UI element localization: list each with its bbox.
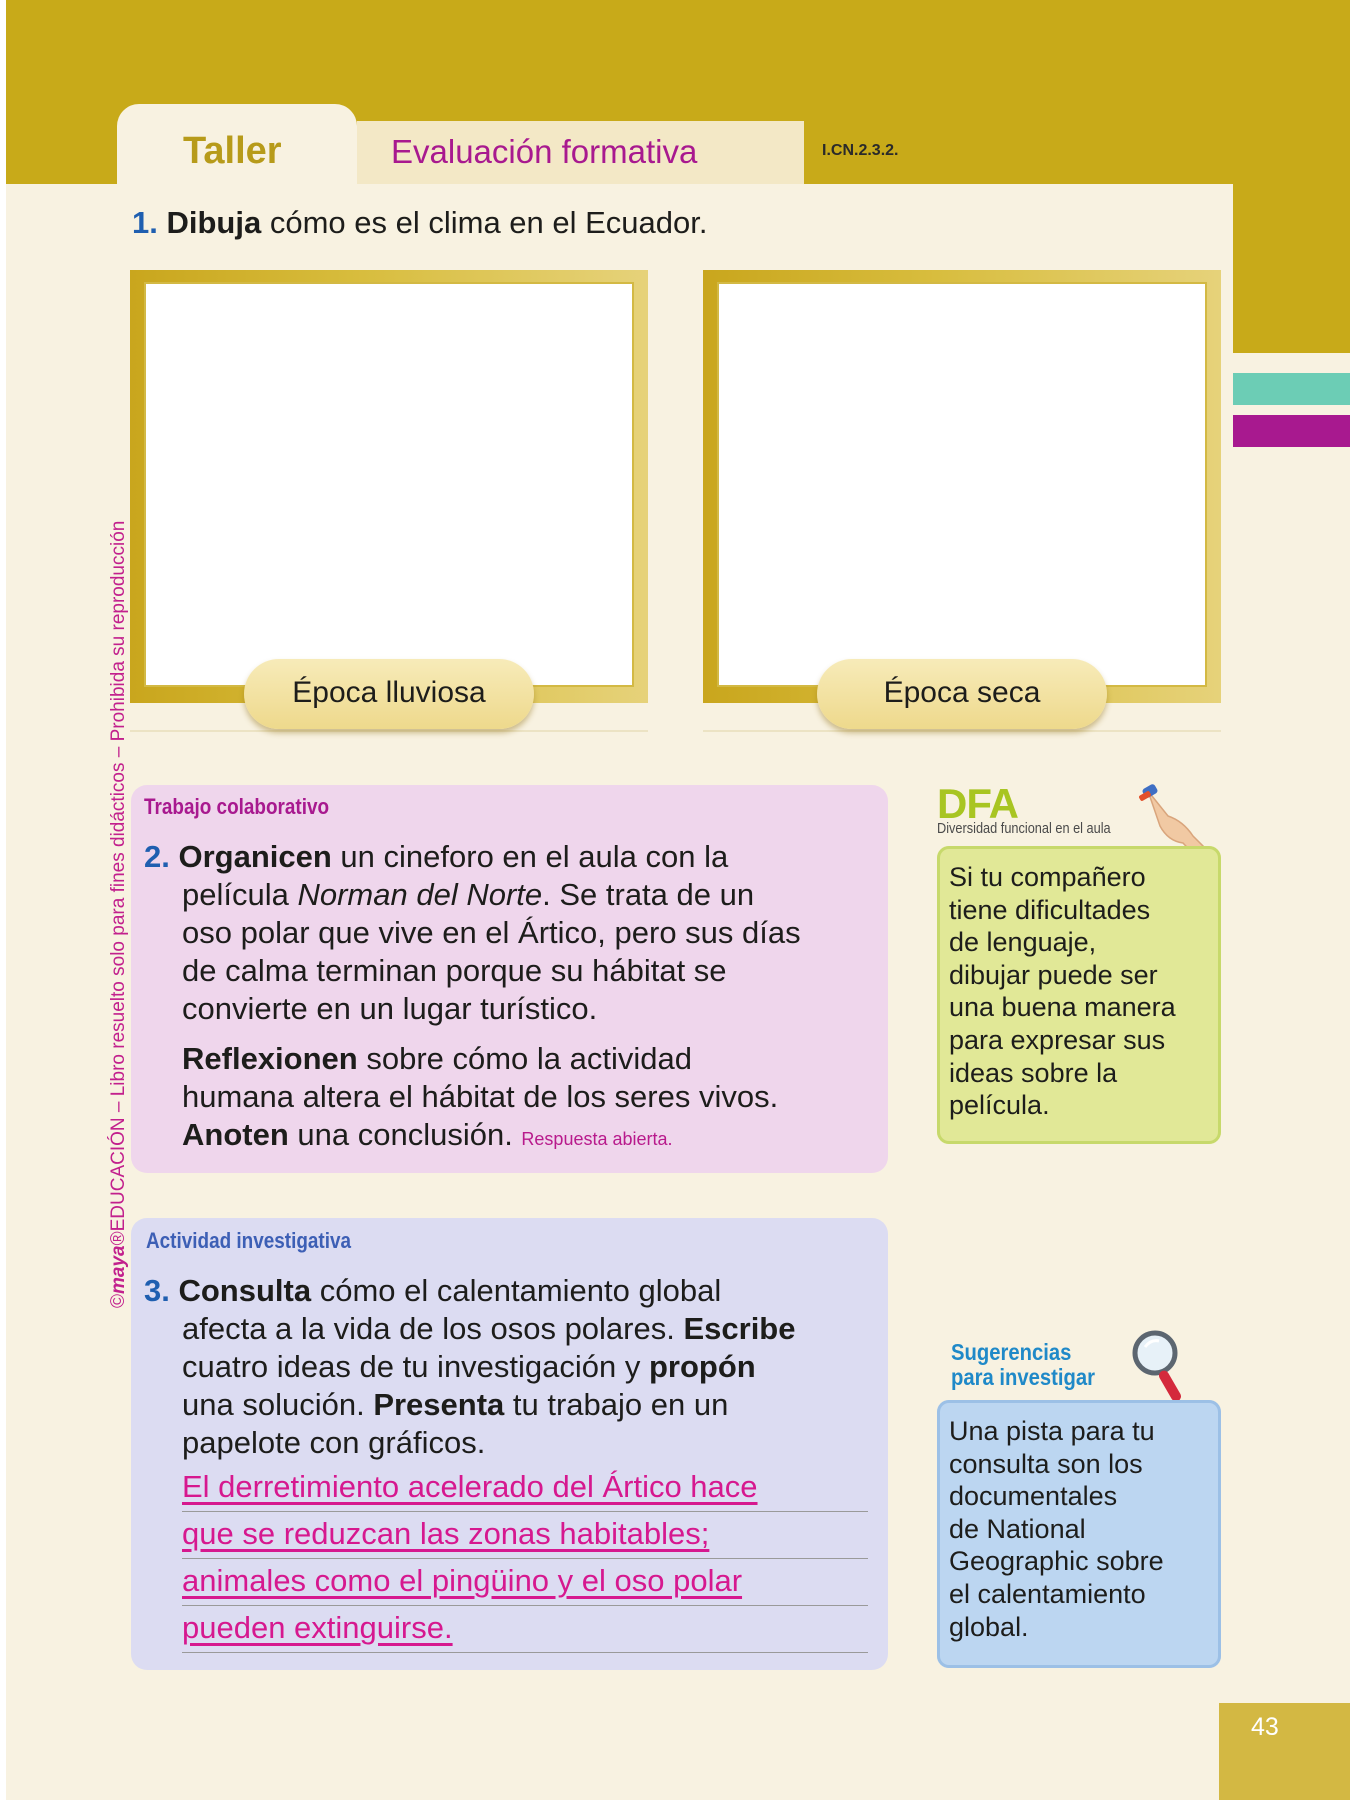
tip-line: Geographic sobre bbox=[949, 1546, 1164, 1577]
tab-evaluacion-formativa bbox=[357, 121, 804, 184]
question-number: 1. bbox=[132, 205, 158, 240]
suggestions-title bbox=[951, 1340, 1095, 1390]
verb: Organicen bbox=[178, 839, 332, 874]
tip-line: consulta son los bbox=[949, 1448, 1143, 1479]
dfa-subtitle: Diversidad funcional en el aula bbox=[937, 820, 1111, 837]
tab-eval-label: Evaluación formativa bbox=[391, 133, 698, 170]
suggestions-title-line: para investigar bbox=[951, 1364, 1096, 1390]
verb: Escribe bbox=[683, 1311, 796, 1346]
brand-logo: maya bbox=[108, 1245, 129, 1294]
page-number-box bbox=[1219, 1703, 1350, 1800]
tab-taller bbox=[117, 104, 357, 184]
tab-taller-label: Taller bbox=[183, 130, 282, 172]
question-2-reflection bbox=[182, 1040, 778, 1158]
answer-line-2[interactable]: que se reduzcan las zonas habitables; bbox=[182, 1512, 868, 1559]
teal-marker-bar bbox=[1233, 373, 1350, 405]
drawing-frame-rainy bbox=[130, 270, 648, 703]
text-line: cómo el calentamiento global bbox=[311, 1273, 722, 1308]
question-text: cómo es el clima en el Ecuador. bbox=[261, 205, 708, 240]
frame-shadow bbox=[130, 730, 648, 732]
tip-line: el calentamiento bbox=[949, 1578, 1146, 1609]
tip-line: para expresar sus bbox=[949, 1024, 1166, 1055]
text-line: oso polar que vive en el Ártico, pero sus días bbox=[182, 915, 801, 950]
tip-line: Si tu compañero bbox=[949, 862, 1146, 892]
question-number: 2. bbox=[144, 839, 170, 874]
text-line: película bbox=[182, 877, 298, 912]
text-line: tu trabajo en un bbox=[504, 1387, 729, 1422]
tip-line: documentales bbox=[949, 1481, 1118, 1512]
drawing-area-dry[interactable] bbox=[717, 282, 1207, 687]
drawing-frame-dry bbox=[703, 270, 1221, 703]
frame-shadow bbox=[703, 730, 1221, 732]
question-verb: Dibuja bbox=[166, 205, 262, 240]
verb: Presenta bbox=[373, 1387, 505, 1422]
text-line: un cineforo en el aula con la bbox=[331, 839, 729, 874]
verb: Anoten bbox=[182, 1117, 289, 1152]
text-line: humana altera el hábitat de los seres vivos. bbox=[182, 1079, 779, 1114]
tip-line: de lenguaje, bbox=[949, 927, 1097, 958]
tip-line: película. bbox=[949, 1090, 1050, 1121]
text-line: una conclusión. bbox=[288, 1117, 522, 1152]
text-line: una solución. bbox=[182, 1387, 374, 1422]
copyright-symbol: © bbox=[108, 1294, 129, 1308]
magnifying-glass-icon bbox=[1131, 1329, 1193, 1409]
tip-line: de National bbox=[949, 1513, 1086, 1544]
magenta-marker-bar bbox=[1233, 415, 1350, 447]
curriculum-code: I.CN.2.3.2. bbox=[822, 142, 899, 159]
answer-line-1[interactable]: El derretimiento acelerado del Ártico hace bbox=[182, 1465, 868, 1512]
text-line: papelote con gráficos. bbox=[182, 1425, 486, 1460]
page bbox=[6, 0, 1350, 1800]
right-gold-band bbox=[1233, 0, 1350, 353]
tip-line: una buena manera bbox=[949, 992, 1176, 1023]
question-number: 3. bbox=[144, 1273, 170, 1308]
invest-title: Actividad investigativa bbox=[146, 1228, 352, 1253]
tip-line: dibujar puede ser bbox=[949, 959, 1158, 990]
question-3 bbox=[144, 1272, 795, 1462]
tip-line: ideas sobre la bbox=[949, 1057, 1118, 1088]
question-1 bbox=[132, 205, 708, 241]
verb: Consulta bbox=[178, 1273, 312, 1308]
text-line: . Se trata de un bbox=[542, 877, 755, 912]
tip-line: global. bbox=[949, 1611, 1029, 1642]
verb: propón bbox=[649, 1349, 756, 1384]
answer-note: Respuesta abierta. bbox=[521, 1129, 673, 1149]
answer-line-4[interactable]: pueden extinguirse. bbox=[182, 1606, 868, 1653]
suggestions-title-line: Sugerencias bbox=[951, 1339, 1072, 1365]
text-line: afecta a la vida de los osos polares. bbox=[182, 1311, 684, 1346]
text-line: sobre cómo la actividad bbox=[357, 1041, 692, 1076]
verb: Reflexionen bbox=[182, 1041, 358, 1076]
collab-title: Trabajo colaborativo bbox=[144, 794, 330, 819]
answer-line-3[interactable]: animales como el pingüino y el oso polar bbox=[182, 1559, 868, 1606]
text-line: cuatro ideas de tu investigación y bbox=[182, 1349, 649, 1384]
question-2 bbox=[144, 838, 801, 1028]
copyright-notice bbox=[108, 488, 130, 1308]
tip-line: Una pista para tu bbox=[949, 1416, 1155, 1446]
tip-line: tiene dificultades bbox=[949, 894, 1151, 925]
label-epoca-lluviosa: Época lluviosa bbox=[244, 659, 534, 729]
text-line: convierte en un lugar turístico. bbox=[182, 991, 598, 1026]
page-number: 43 bbox=[1251, 1713, 1279, 1741]
suggestions-box bbox=[937, 1400, 1221, 1668]
movie-title: Norman del Norte bbox=[297, 877, 543, 912]
drawing-area-rainy[interactable] bbox=[144, 282, 634, 687]
dfa-logo: DFA bbox=[937, 780, 1018, 827]
text-line: de calma terminan porque su hábitat se bbox=[182, 953, 727, 988]
dfa-tip-box bbox=[937, 846, 1221, 1144]
label-epoca-seca: Época seca bbox=[817, 659, 1107, 729]
copyright-text: ®EDUCACIÓN – Libro resuelto solo para fines didácticos – Prohibida su reproducción bbox=[108, 520, 129, 1246]
